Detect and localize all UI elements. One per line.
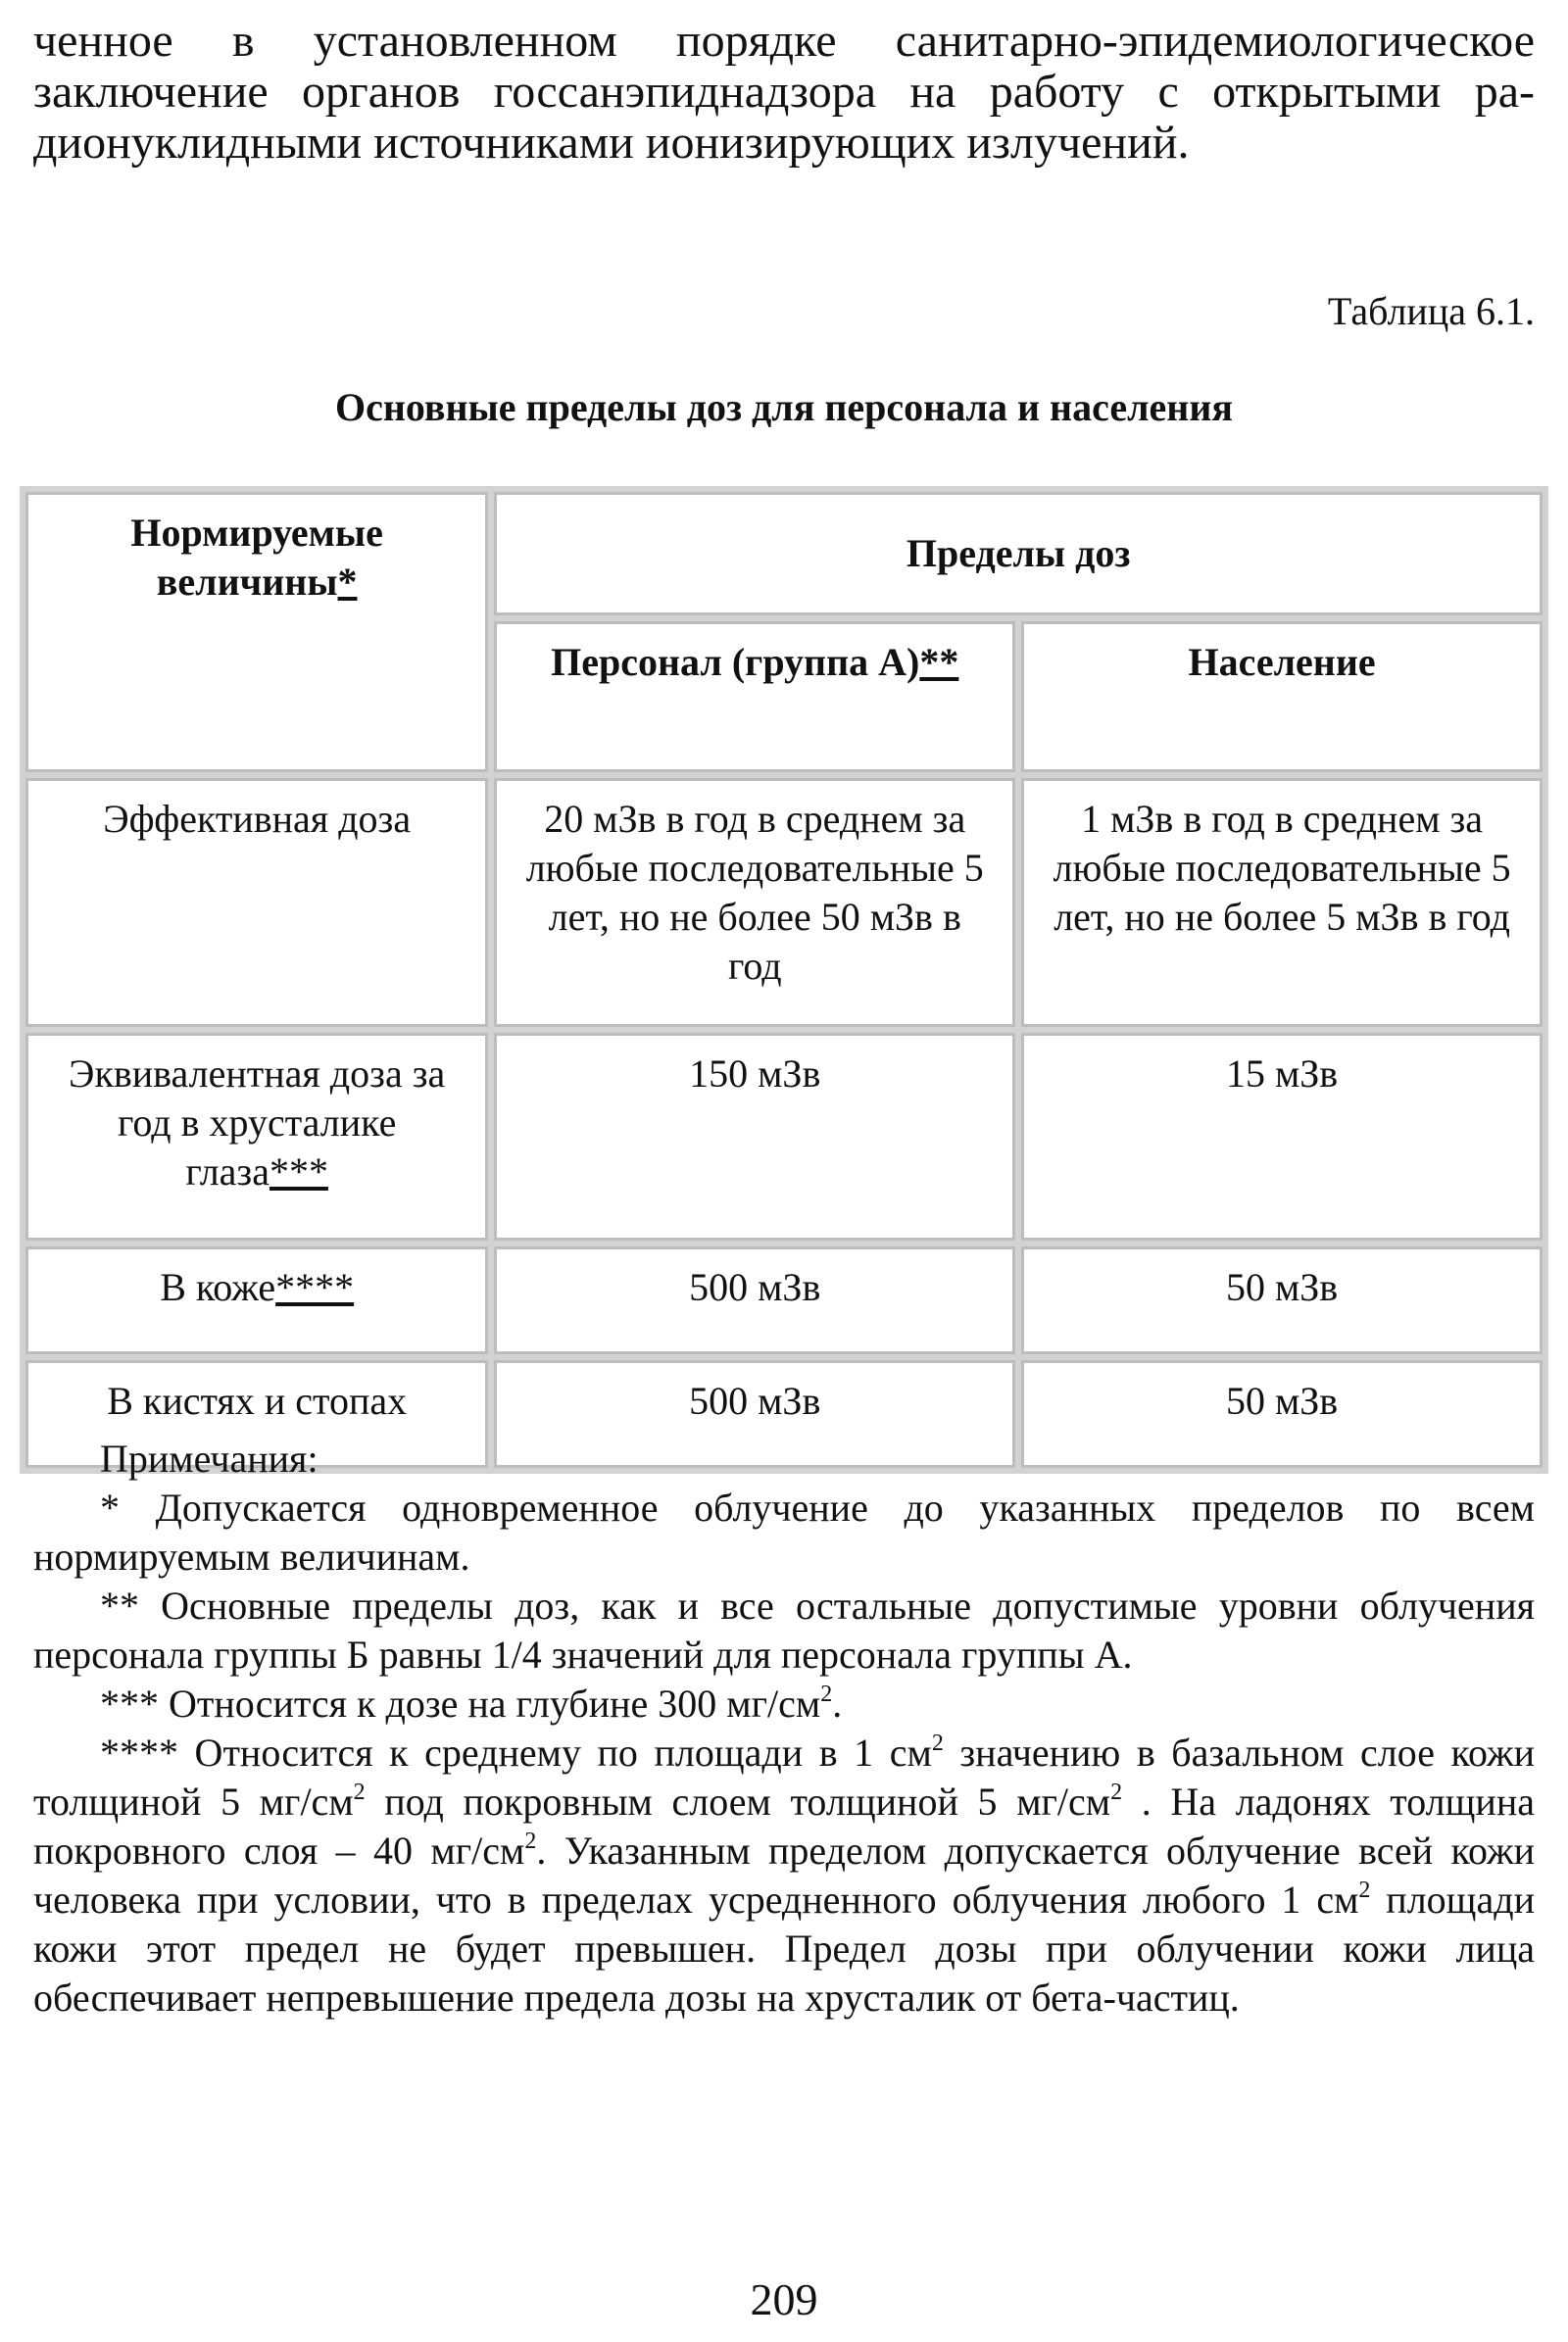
- superscript: 2: [1358, 1878, 1371, 1903]
- row-quantity: Эффективная доза: [25, 778, 488, 1027]
- note-3-text: *** Относится к дозе на глубине 300 мг/см: [100, 1682, 821, 1726]
- table-header-row: [25, 492, 1543, 615]
- note-4: [33, 1729, 1535, 2023]
- header-population: Население: [1021, 621, 1543, 772]
- intro-paragraph: [33, 16, 1535, 169]
- row-personnel: 150 мЗв: [494, 1033, 1015, 1241]
- header-quantity-mark: *: [337, 560, 358, 604]
- note-4-part: **** Относится к среднему по площади в 1 см: [100, 1731, 932, 1775]
- header-quantity-label: Нормируемые величины: [130, 511, 383, 604]
- dose-limits-table: [20, 486, 1548, 1474]
- header-limits: Пределы доз: [494, 492, 1543, 615]
- header-personnel-mark: **: [919, 640, 959, 684]
- superscript: 2: [931, 1731, 944, 1756]
- row-population: 50 мЗв: [1021, 1246, 1543, 1354]
- table-row: [25, 1033, 1543, 1241]
- superscript: 2: [1110, 1780, 1123, 1805]
- note-3-end: .: [832, 1682, 843, 1726]
- note-4-part: . На ладонях толщина покровного слоя – 40 мг/см: [33, 1780, 1535, 1873]
- table-row: [25, 778, 1543, 1027]
- note-4-part: значению в базальном слое кожи толщиной 5 мг/см: [33, 1731, 1536, 1824]
- note-4-part: площади кожи этот предел не будет превышен. Предел дозы при облучении кожи лица обеспечивает непревышение предела дозы на хрусталик от бета-частиц.: [33, 1878, 1535, 2020]
- row-quantity-mark: ****: [275, 1265, 355, 1309]
- page-number: 209: [750, 2274, 818, 2324]
- table-row: [25, 1246, 1543, 1354]
- table-number: Таблица 6.1.: [1327, 289, 1535, 333]
- note-3: [33, 1680, 1535, 1729]
- row-personnel: 20 мЗв в год в среднем за любые последовательные 5 лет, но не более 50 мЗв в год: [494, 778, 1015, 1027]
- intro-line-2: заключение органов госсанэпиднадзора на работу с открытыми ра-: [33, 66, 1535, 118]
- row-personnel: 500 мЗв: [494, 1246, 1015, 1354]
- row-quantity-label: В коже: [160, 1265, 276, 1309]
- row-quantity-label: Эквивалентная доза за год в хрусталике глаза: [69, 1051, 446, 1194]
- intro-line-1: ченное в установленном порядке санитарно-эпидемиологическое: [33, 15, 1535, 67]
- row-quantity: В кистях и стопах: [25, 1360, 488, 1468]
- note-4-part: под покровным слоем толщиной 5 мг/см: [365, 1780, 1111, 1824]
- row-quantity: [25, 1033, 488, 1241]
- header-quantity: [25, 492, 488, 772]
- row-population: 15 мЗв: [1021, 1033, 1543, 1241]
- row-quantity: [25, 1246, 488, 1354]
- table-title: Основные пределы доз для персонала и населения: [334, 385, 1233, 429]
- note-4-part: . Указанным пределом допускается облучение всей кожи человека при условии, что в пределах усредненного облучения любого 1 см: [33, 1829, 1535, 1922]
- header-personnel-label: Персонал (группа А): [551, 640, 920, 684]
- superscript: 2: [353, 1780, 366, 1805]
- note-2: ** Основные пределы доз, как и все остальные допустимые уровни облучения персонала группы Б равны 1/4 значений для персонала группы А.: [33, 1584, 1535, 1677]
- header-personnel: [494, 621, 1015, 772]
- row-personnel: 500 мЗв: [494, 1360, 1015, 1468]
- row-quantity-mark: ***: [269, 1149, 328, 1194]
- row-population: 1 мЗв в год в среднем за любые последовательные 5 лет, но не более 5 мЗв в год: [1021, 778, 1543, 1027]
- intro-line-3: дионуклидными источниками ионизирующих излучений.: [33, 117, 1190, 169]
- row-population: 50 мЗв: [1021, 1360, 1543, 1468]
- note-1: * Допускается одновременное облучение до указанных пределов по всем нормируемым величинам.: [33, 1486, 1535, 1579]
- notes-heading: Примечания:: [100, 1437, 318, 1481]
- superscript: 2: [820, 1682, 833, 1707]
- notes-section: [33, 1435, 1535, 2023]
- superscript: 2: [524, 1829, 537, 1854]
